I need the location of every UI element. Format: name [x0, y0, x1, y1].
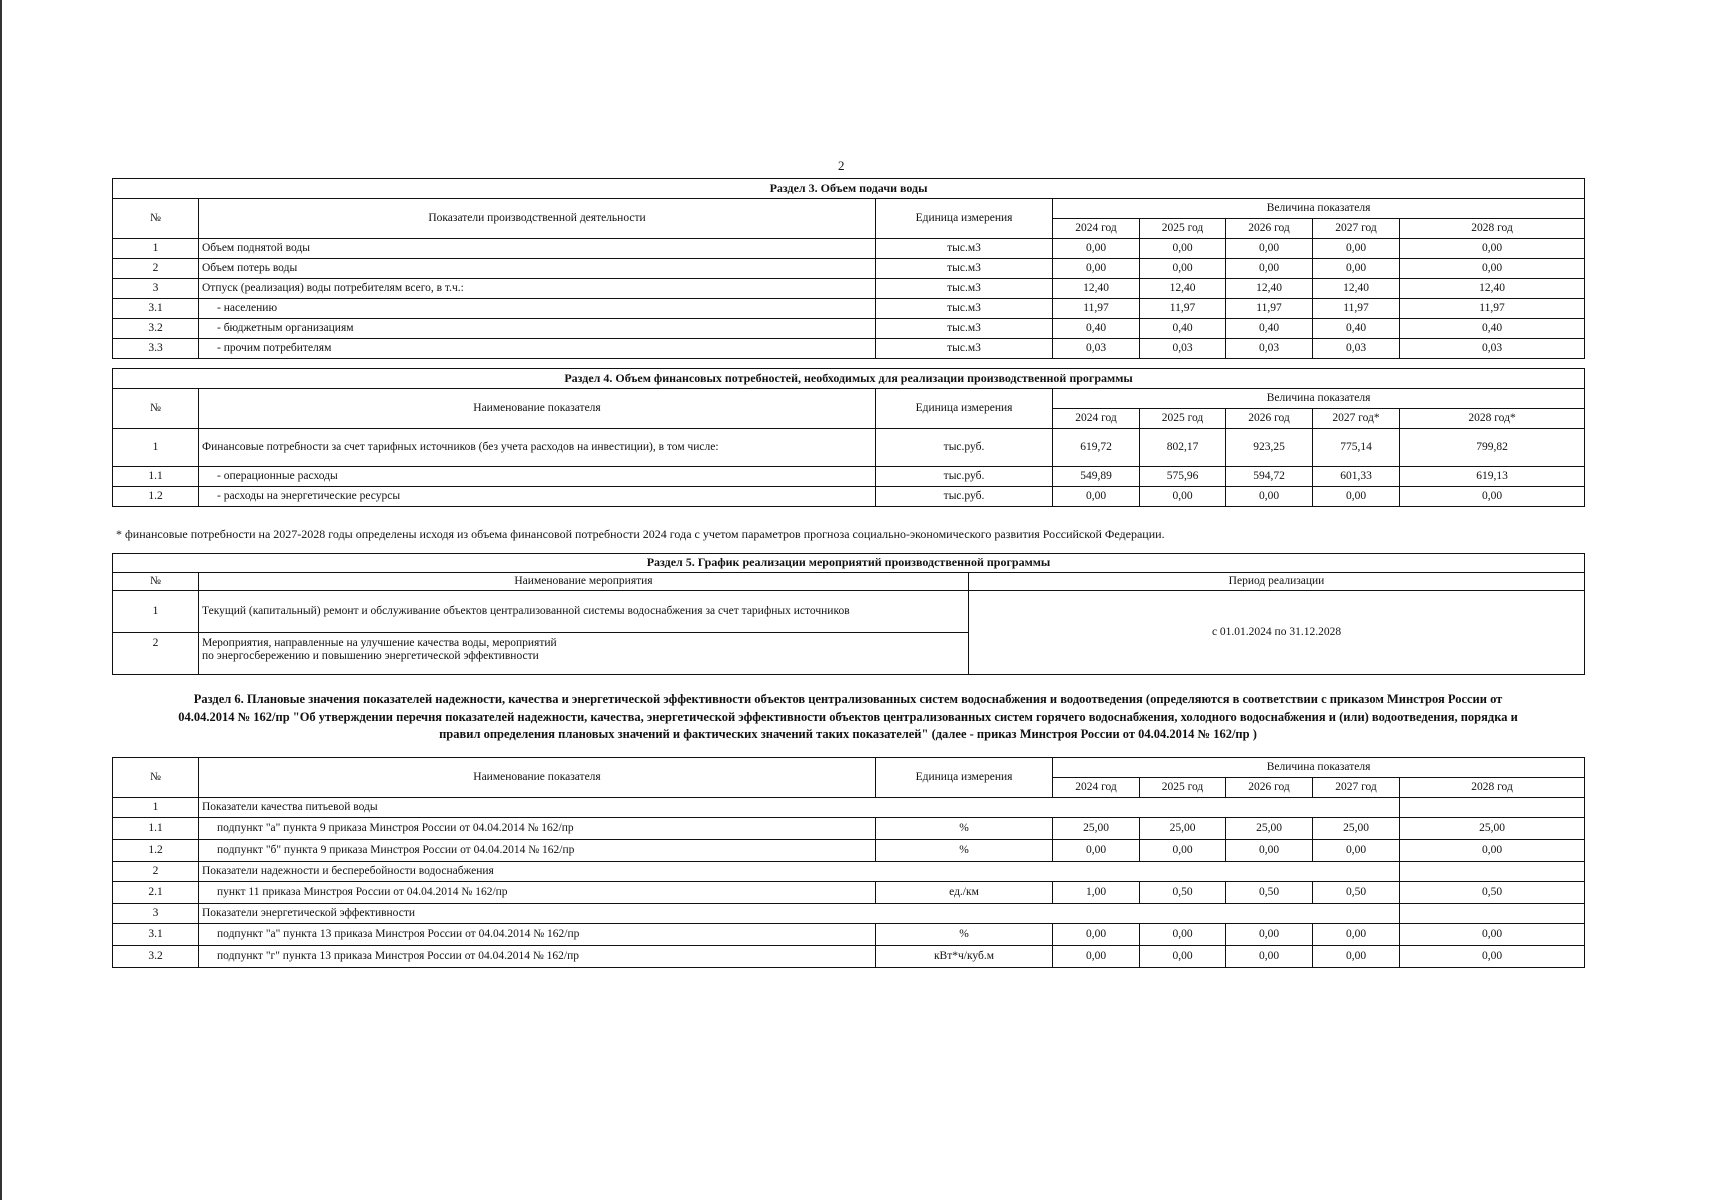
value-cell: 1,00	[1053, 882, 1140, 904]
value-cell: 0,00	[1053, 239, 1140, 259]
value-cell: 0,00	[1053, 840, 1140, 862]
value-cell: 802,17	[1140, 429, 1226, 467]
value-cell: 12,40	[1226, 279, 1313, 299]
empty-cell	[1400, 862, 1585, 882]
year-header: 2026 год	[1226, 778, 1313, 798]
value-cell: 0,00	[1053, 487, 1140, 507]
year-header: 2026 год	[1226, 219, 1313, 239]
table-row	[113, 429, 1585, 467]
value-cell: 25,00	[1226, 818, 1313, 840]
row-number: 1.1	[113, 467, 199, 487]
unit-cell: тыс.м3	[876, 259, 1053, 279]
table-row	[113, 299, 1585, 319]
unit-cell: тыс.м3	[876, 239, 1053, 259]
year-header: 2028 год	[1400, 778, 1585, 798]
value-cell: 575,96	[1140, 467, 1226, 487]
col-value-header: Величина показателя	[1053, 199, 1585, 219]
year-header: 2024 год	[1053, 409, 1140, 429]
row-number: 3	[113, 904, 199, 924]
unit-cell: %	[876, 818, 1053, 840]
year-header: 2026 год	[1226, 409, 1313, 429]
col-name-header: Наименование показателя	[199, 389, 876, 429]
value-cell: 0,50	[1140, 882, 1226, 904]
activity-name-line-2: по энергосбережению и повышению энергетической эффективности	[202, 650, 539, 663]
year-header: 2027 год*	[1313, 409, 1400, 429]
value-cell: 25,00	[1313, 818, 1400, 840]
indicator-name: - прочим потребителям	[199, 339, 876, 359]
value-cell: 0,00	[1140, 840, 1226, 862]
activity-name-line-1: Мероприятия, направленные на улучшение качества воды, мероприятий	[202, 637, 557, 649]
indicator-name: подпункт "а" пункта 9 приказа Минстроя России от 04.04.2014 № 162/пр	[199, 818, 876, 840]
value-cell: 799,82	[1400, 429, 1585, 467]
value-cell: 0,03	[1053, 339, 1140, 359]
value-cell: 0,40	[1053, 319, 1140, 339]
indicator-name: - операционные расходы	[199, 467, 876, 487]
group-row	[113, 904, 1585, 924]
unit-cell: тыс.м3	[876, 299, 1053, 319]
row-number: 3.1	[113, 924, 199, 946]
year-header: 2024 год	[1053, 778, 1140, 798]
value-cell: 0,40	[1140, 319, 1226, 339]
row-number: 3	[113, 279, 199, 299]
value-cell: 12,40	[1400, 279, 1585, 299]
section-5-table	[112, 553, 1585, 675]
row-number: 1.2	[113, 840, 199, 862]
section-6-title-line-1: Раздел 6. Плановые значения показателей надежности, качества и энергетической эффективности объектов централизованных систем водоснабжения и водоотведения (определяются в соответствии с приказом Минстроя России от	[193, 692, 1503, 706]
table-row	[113, 467, 1585, 487]
group-row	[113, 798, 1585, 818]
unit-cell: %	[876, 840, 1053, 862]
col-name-header: Наименование показателя	[199, 758, 876, 798]
group-name: Показатели надежности и бесперебойности водоснабжения	[199, 862, 1400, 882]
row-number: 2	[113, 259, 199, 279]
table-row	[113, 279, 1585, 299]
indicator-name: пункт 11 приказа Минстроя России от 04.04.2014 № 162/пр	[199, 882, 876, 904]
year-header: 2025 год	[1140, 778, 1226, 798]
value-cell: 0,00	[1226, 840, 1313, 862]
value-cell: 0,00	[1400, 239, 1585, 259]
section-4-title: Раздел 4. Объем финансовых потребностей, необходимых для реализации производственной программы	[113, 369, 1585, 389]
unit-cell: %	[876, 924, 1053, 946]
indicator-name: подпункт "а" пункта 13 приказа Минстроя России от 04.04.2014 № 162/пр	[199, 924, 876, 946]
value-cell: 0,00	[1313, 946, 1400, 968]
value-cell: 0,00	[1226, 924, 1313, 946]
value-cell: 0,00	[1400, 946, 1585, 968]
value-cell: 0,00	[1400, 840, 1585, 862]
col-value-header: Величина показателя	[1053, 758, 1585, 778]
year-header: 2024 год	[1053, 219, 1140, 239]
empty-cell	[1400, 798, 1585, 818]
value-cell: 25,00	[1140, 818, 1226, 840]
value-cell: 0,00	[1140, 946, 1226, 968]
value-cell: 0,03	[1400, 339, 1585, 359]
table-row	[113, 259, 1585, 279]
table-row	[113, 924, 1585, 946]
unit-cell: кВт*ч/куб.м	[876, 946, 1053, 968]
page-number: 2	[838, 158, 845, 173]
indicator-name: подпункт "г" пункта 13 приказа Минстроя России от 04.04.2014 № 162/пр	[199, 946, 876, 968]
indicator-name: - бюджетным организациям	[199, 319, 876, 339]
value-cell: 0,00	[1226, 259, 1313, 279]
section-6-table	[112, 757, 1585, 968]
value-cell: 0,00	[1053, 924, 1140, 946]
value-cell: 0,00	[1313, 239, 1400, 259]
section-5-title: Раздел 5. График реализации мероприятий производственной программы	[113, 554, 1585, 573]
value-cell: 11,97	[1400, 299, 1585, 319]
value-cell: 12,40	[1053, 279, 1140, 299]
value-cell: 0,00	[1140, 487, 1226, 507]
activity-name	[199, 633, 969, 675]
section-3-title: Раздел 3. Объем подачи воды	[113, 179, 1585, 199]
col-period-header: Период реализации	[969, 573, 1585, 591]
section-3-table	[112, 178, 1585, 359]
value-cell: 11,97	[1140, 299, 1226, 319]
col-num-header: №	[113, 758, 199, 798]
value-cell: 0,00	[1140, 924, 1226, 946]
year-header: 2028 год	[1400, 219, 1585, 239]
row-number: 2.1	[113, 882, 199, 904]
year-header: 2027 год	[1313, 219, 1400, 239]
table-row	[113, 239, 1585, 259]
value-cell: 0,00	[1400, 259, 1585, 279]
value-cell: 0,00	[1313, 259, 1400, 279]
year-header: 2025 год	[1140, 219, 1226, 239]
value-cell: 0,00	[1053, 946, 1140, 968]
indicator-name: Объем поднятой воды	[199, 239, 876, 259]
value-cell: 11,97	[1226, 299, 1313, 319]
indicator-name: Финансовые потребности за счет тарифных источников (без учета расходов на инвестиции), в том числе:	[199, 429, 876, 467]
value-cell: 0,40	[1226, 319, 1313, 339]
group-name: Показатели энергетической эффективности	[199, 904, 1400, 924]
row-number: 2	[113, 862, 199, 882]
unit-cell: тыс.м3	[876, 339, 1053, 359]
row-number: 1	[113, 798, 199, 818]
col-num-header: №	[113, 199, 199, 239]
row-number: 2	[113, 633, 199, 675]
unit-cell: тыс.руб.	[876, 487, 1053, 507]
value-cell: 12,40	[1140, 279, 1226, 299]
empty-cell	[1400, 904, 1585, 924]
value-cell: 0,40	[1313, 319, 1400, 339]
year-header: 2028 год*	[1400, 409, 1585, 429]
col-unit-header: Единица измерения	[876, 389, 1053, 429]
table-row	[113, 319, 1585, 339]
value-cell: 923,25	[1226, 429, 1313, 467]
value-cell: 0,50	[1226, 882, 1313, 904]
unit-cell: тыс.м3	[876, 319, 1053, 339]
value-cell: 0,03	[1226, 339, 1313, 359]
section-6-title-line-3: правил определения плановых значений и фактических значений таких показателей" (далее - приказ Минстроя России от 04.04.2014 № 162/пр )	[439, 727, 1257, 741]
row-number: 1	[113, 591, 199, 633]
col-name-header: Наименование мероприятия	[199, 573, 969, 591]
row-number: 1	[113, 429, 199, 467]
row-number: 3.3	[113, 339, 199, 359]
row-number: 1	[113, 239, 199, 259]
section-4-table	[112, 368, 1585, 507]
row-number: 1.1	[113, 818, 199, 840]
col-num-header: №	[113, 389, 199, 429]
value-cell: 619,13	[1400, 467, 1585, 487]
table-row	[113, 882, 1585, 904]
row-number: 3.2	[113, 946, 199, 968]
table-row	[113, 487, 1585, 507]
value-cell: 0,03	[1313, 339, 1400, 359]
value-cell: 0,40	[1400, 319, 1585, 339]
unit-cell: тыс.руб.	[876, 467, 1053, 487]
activity-name: Текущий (капитальный) ремонт и обслуживание объектов централизованной системы водоснабжения за счет тарифных источников	[199, 591, 969, 633]
value-cell: 0,00	[1053, 259, 1140, 279]
group-name: Показатели качества питьевой воды	[199, 798, 1400, 818]
table-row	[113, 818, 1585, 840]
col-num-header: №	[113, 573, 199, 591]
group-row	[113, 862, 1585, 882]
scan-edge-line	[0, 0, 2, 1200]
unit-cell: тыс.руб.	[876, 429, 1053, 467]
col-unit-header: Единица измерения	[876, 758, 1053, 798]
value-cell: 0,00	[1140, 239, 1226, 259]
table-row	[113, 946, 1585, 968]
value-cell: 0,00	[1140, 259, 1226, 279]
unit-cell: ед./км	[876, 882, 1053, 904]
value-cell: 0,00	[1313, 924, 1400, 946]
section-6-title	[112, 691, 1584, 744]
footnote: * финансовые потребности на 2027-2028 годы определены исходя из объема финансовой потребности 2024 года с учетом параметров прогноза социально-экономического развития Российской Федерации.	[116, 527, 1165, 541]
value-cell: 594,72	[1226, 467, 1313, 487]
col-name-header: Показатели производственной деятельности	[199, 199, 876, 239]
value-cell: 619,72	[1053, 429, 1140, 467]
col-value-header: Величина показателя	[1053, 389, 1585, 409]
indicator-name: подпункт "б" пункта 9 приказа Минстроя России от 04.04.2014 № 162/пр	[199, 840, 876, 862]
indicator-name: - населению	[199, 299, 876, 319]
value-cell: 0,00	[1226, 946, 1313, 968]
row-number: 1.2	[113, 487, 199, 507]
value-cell: 601,33	[1313, 467, 1400, 487]
value-cell: 549,89	[1053, 467, 1140, 487]
value-cell: 0,03	[1140, 339, 1226, 359]
value-cell: 25,00	[1400, 818, 1585, 840]
value-cell: 0,00	[1226, 239, 1313, 259]
year-header: 2025 год	[1140, 409, 1226, 429]
value-cell: 11,97	[1313, 299, 1400, 319]
value-cell: 25,00	[1053, 818, 1140, 840]
value-cell: 0,00	[1400, 487, 1585, 507]
value-cell: 0,00	[1400, 924, 1585, 946]
indicator-name: Отпуск (реализация) воды потребителям всего, в т.ч.:	[199, 279, 876, 299]
value-cell: 0,00	[1226, 487, 1313, 507]
row-number: 3.1	[113, 299, 199, 319]
col-unit-header: Единица измерения	[876, 199, 1053, 239]
section-6-title-line-2: 04.04.2014 № 162/пр "Об утверждении перечня показателей надежности, качества, энергетической эффективности объектов централизованных систем горячего водоснабжения, холодного водоснабжения и (или) водоотведения, порядка и	[178, 709, 1518, 724]
indicator-name: Объем потерь воды	[199, 259, 876, 279]
value-cell: 0,00	[1313, 487, 1400, 507]
value-cell: 0,00	[1313, 840, 1400, 862]
year-header: 2027 год	[1313, 778, 1400, 798]
value-cell: 12,40	[1313, 279, 1400, 299]
row-number: 3.2	[113, 319, 199, 339]
value-cell: 0,50	[1313, 882, 1400, 904]
period-cell: с 01.01.2024 по 31.12.2028	[969, 591, 1585, 675]
unit-cell: тыс.м3	[876, 279, 1053, 299]
value-cell: 0,50	[1400, 882, 1585, 904]
indicator-name: - расходы на энергетические ресурсы	[199, 487, 876, 507]
value-cell: 11,97	[1053, 299, 1140, 319]
table-row	[113, 840, 1585, 862]
table-row	[113, 339, 1585, 359]
value-cell: 775,14	[1313, 429, 1400, 467]
